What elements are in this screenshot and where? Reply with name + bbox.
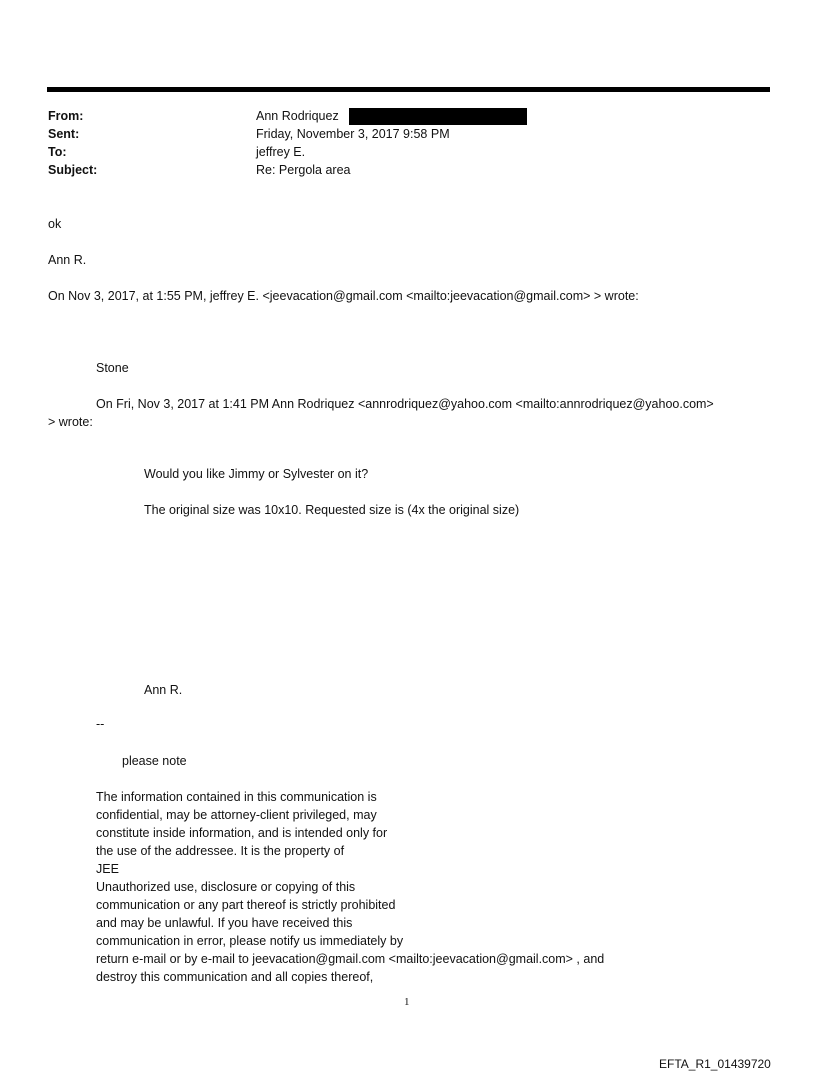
- signature: Ann R.: [48, 253, 87, 267]
- quote-intro: On Nov 3, 2017, at 1:55 PM, jeffrey E. <jeevacation@gmail.com <mailto:jeevacation@gmail.com> > wrote:: [48, 289, 639, 303]
- from-value: Ann Rodriquez: [256, 109, 339, 123]
- subject-value: Re: Pergola area: [256, 163, 351, 177]
- nested-quote-line: Would you like Jimmy or Sylvester on it?: [144, 467, 369, 481]
- disclaimer-line: confidential, may be attorney-client privileged, may: [96, 808, 377, 822]
- nested-quote-intro-continued: > wrote:: [48, 415, 93, 429]
- disclaimer-line: communication or any part thereof is strictly prohibited: [96, 898, 396, 912]
- disclaimer-line: return e-mail or by e-mail to jeevacation@gmail.com <mailto:jeevacation@gmail.com> , and: [96, 952, 605, 966]
- sent-value: Friday, November 3, 2017 9:58 PM: [256, 127, 450, 141]
- quoted-reply-text: Stone: [96, 361, 129, 375]
- disclaimer-line: communication in error, please notify us immediately by: [96, 934, 404, 948]
- disclaimer-line: constitute inside information, and is intended only for: [96, 826, 388, 840]
- disclaimer-line: the use of the addressee. It is the property of: [96, 844, 345, 858]
- disclaimer-line: JEE: [96, 862, 119, 876]
- disclaimer-line: Unauthorized use, disclosure or copying of this: [96, 880, 356, 894]
- to-label: To:: [48, 145, 67, 159]
- page-number: 1: [404, 996, 410, 1008]
- nested-signature: Ann R.: [144, 683, 183, 697]
- from-label: From:: [48, 109, 84, 123]
- disclaimer-line: destroy this communication and all copies thereof,: [96, 970, 374, 984]
- note-heading: please note: [122, 754, 187, 768]
- to-value: jeffrey E.: [256, 145, 306, 159]
- redaction-box: [349, 108, 527, 125]
- nested-quote-intro: On Fri, Nov 3, 2017 at 1:41 PM Ann Rodriquez <annrodriquez@yahoo.com <mailto:annrodriquez@yahoo.com>: [96, 397, 714, 411]
- disclaimer-line: The information contained in this communication is: [96, 790, 377, 804]
- reply-text: ok: [48, 217, 62, 231]
- subject-label: Subject:: [48, 163, 98, 177]
- signature-separator: --: [96, 717, 105, 731]
- header-rule: [47, 87, 770, 92]
- sent-label: Sent:: [48, 127, 80, 141]
- disclaimer-line: and may be unlawful. If you have received this: [96, 916, 353, 930]
- nested-quote-line: The original size was 10x10. Requested size is (4x the original size): [144, 503, 520, 517]
- document-id: EFTA_R1_01439720: [659, 1057, 771, 1071]
